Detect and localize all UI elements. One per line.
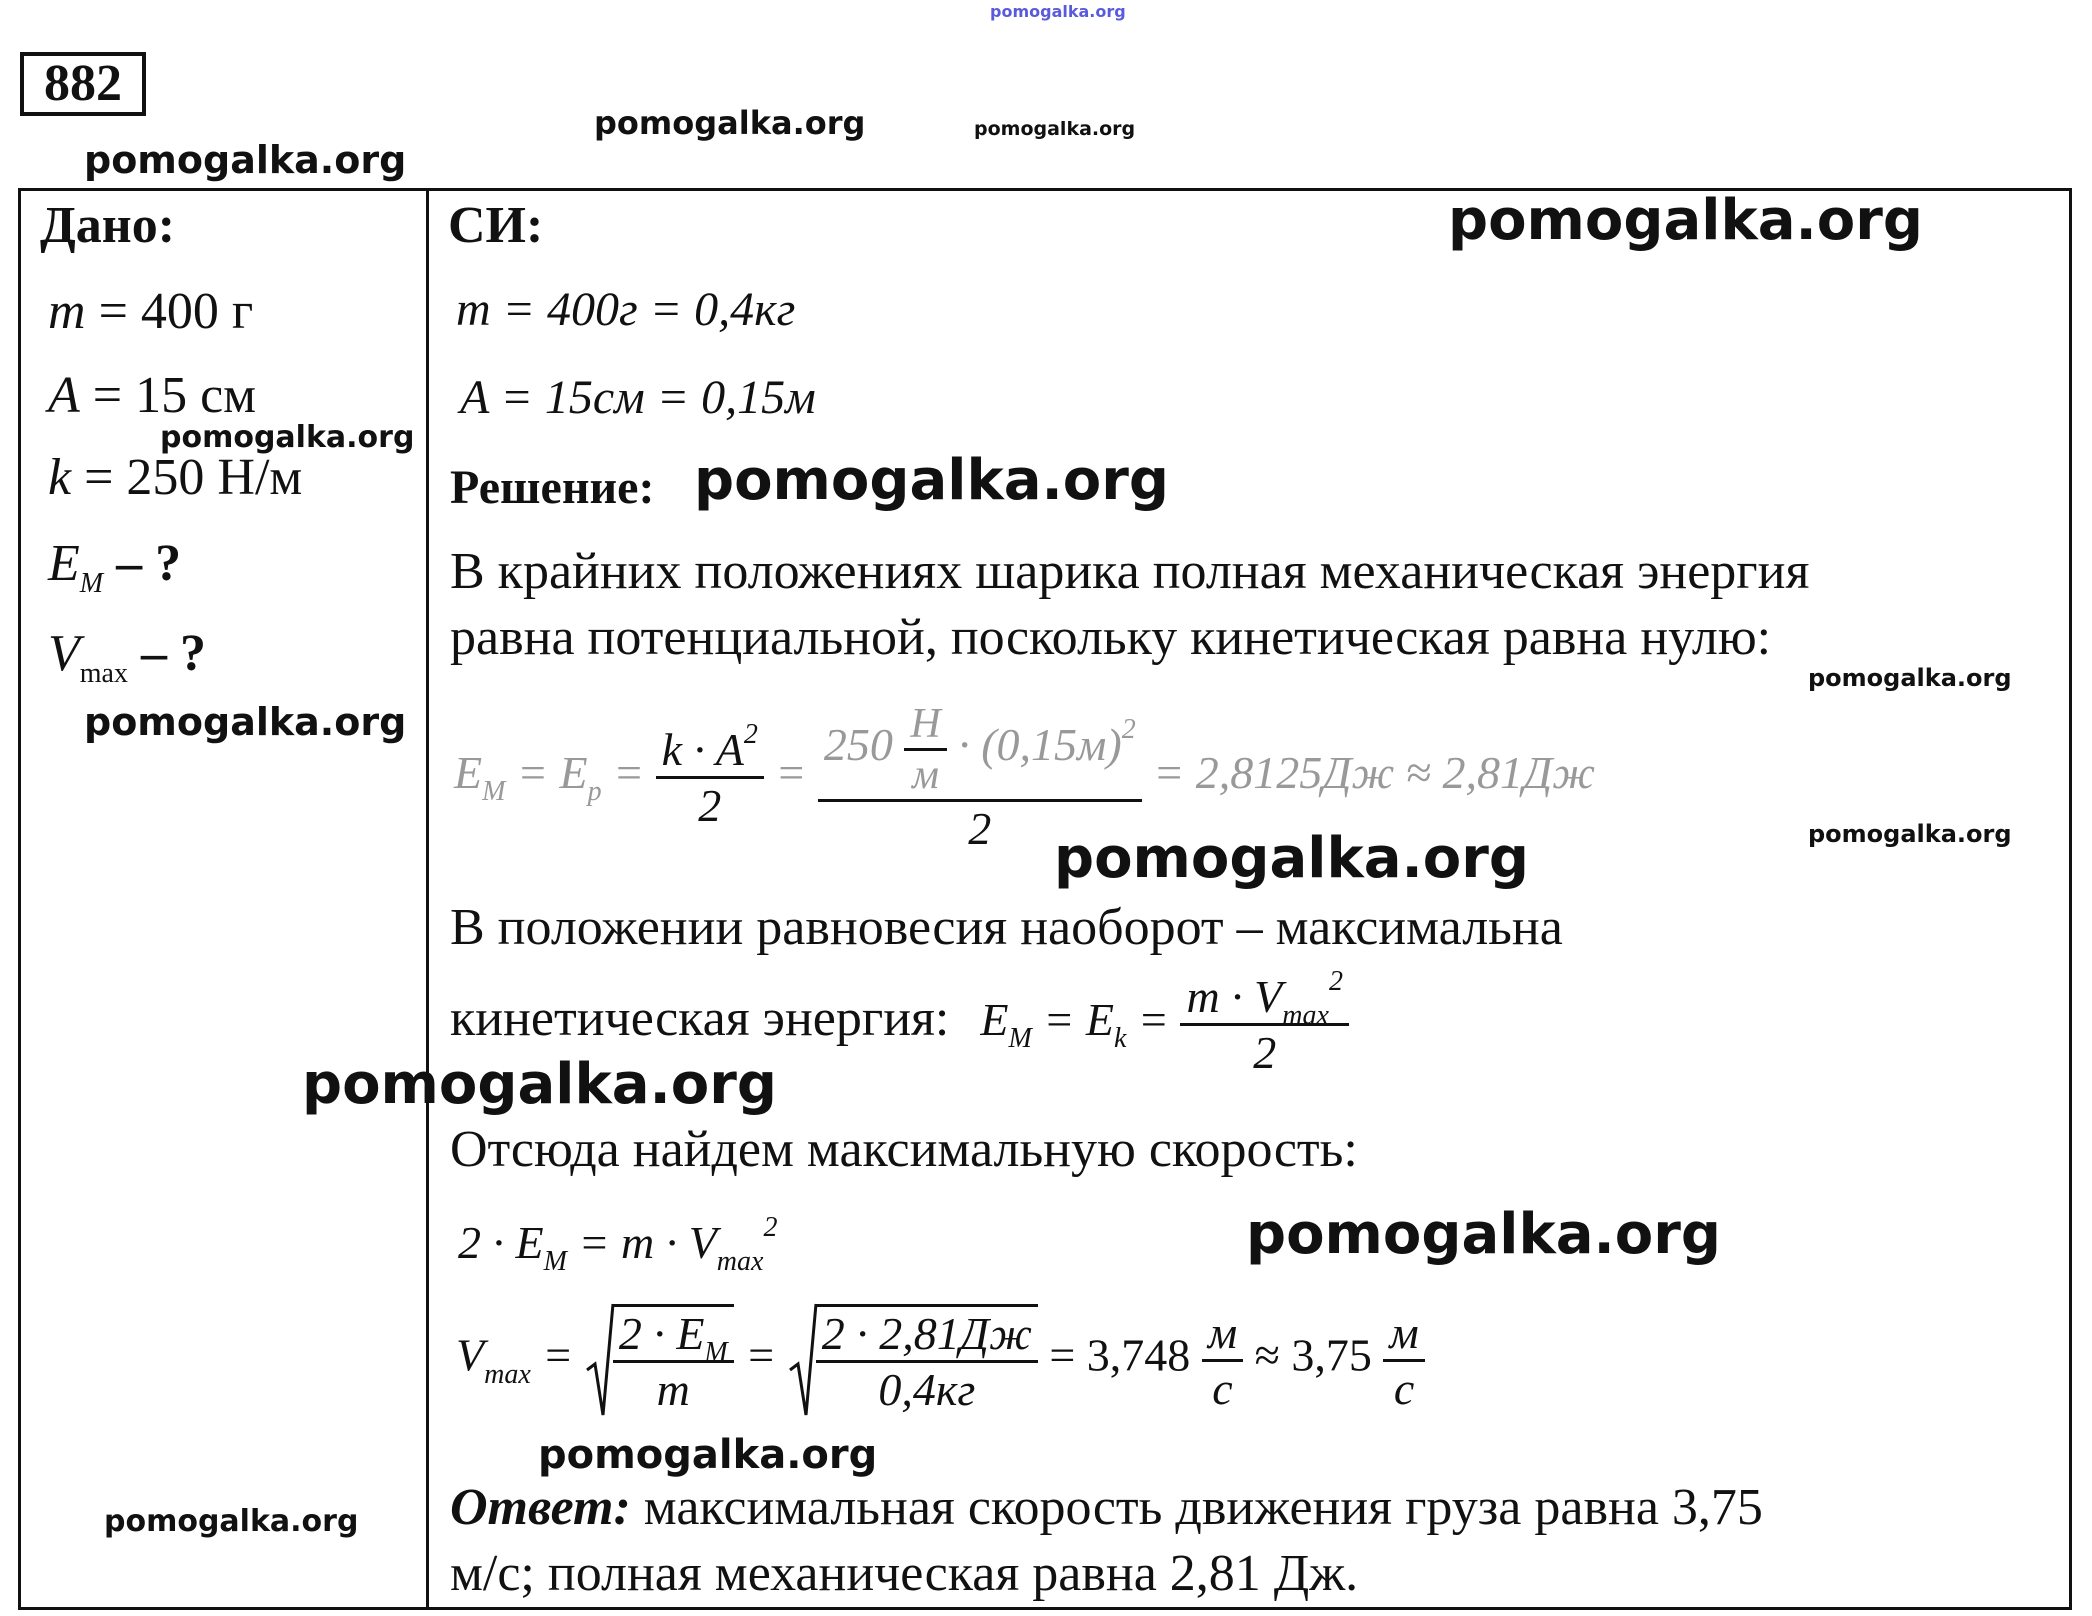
given-m-symbol: m <box>48 283 86 340</box>
f1-big-den: 2 <box>968 803 992 854</box>
watermark: pomogalka.org <box>1054 826 1529 891</box>
f3-b: = m · V <box>578 1217 717 1268</box>
f3-a: 2 · E <box>458 1217 544 1268</box>
f4-lhs: V <box>456 1329 485 1381</box>
f4-unit-2 <box>1383 1306 1424 1415</box>
f1-unit-den: м <box>912 752 939 798</box>
f1-fraction <box>656 719 764 832</box>
problem-number: 882 <box>20 52 146 116</box>
f1-ep-sub: p <box>587 776 602 808</box>
f4-res2: ≈ 3,75 <box>1254 1329 1372 1381</box>
f3-a-sub: M <box>543 1246 567 1277</box>
watermark-top: pomogalka.org <box>990 2 1126 21</box>
f2-lhs-sub: M <box>1008 1023 1032 1055</box>
f3-b-sup: 2 <box>763 1212 778 1243</box>
paragraph-1-line-1: В крайних положениях шарика полная механическая энергия <box>450 543 1810 600</box>
paragraph-2-line-1: В положении равновесия наоборот – максимальна <box>450 899 1563 956</box>
given-E-question: – ? <box>116 535 182 592</box>
watermark: pomogalka.org <box>1246 1202 1721 1267</box>
given-k-value: = 250 Н/м <box>84 449 303 506</box>
f4-r2-num: 2 · 2,81Дж <box>816 1307 1038 1363</box>
f4-eq2: = <box>745 1329 777 1381</box>
f4-r1-den: m <box>656 1364 690 1415</box>
given-V-question: – ? <box>140 625 206 682</box>
f1-eq-2: = <box>775 747 807 799</box>
solution-title: Решение: <box>450 461 655 514</box>
f1-frac-num: k · A <box>661 724 744 775</box>
f1-frac-den: 2 <box>698 780 722 831</box>
watermark: pomogalka.org <box>538 1432 878 1478</box>
answer-label: Ответ: <box>450 1479 631 1536</box>
given-title: Дано: <box>40 197 176 254</box>
given-A-symbol: A <box>48 367 80 424</box>
f4-u1-num: м <box>1202 1306 1243 1362</box>
paragraph-2-text: кинетическая энергия: <box>450 990 950 1048</box>
f2-ek-sub: k <box>1113 1023 1127 1055</box>
given-energy-unknown <box>48 534 182 599</box>
si-line-mass: m = 400г = 0,4кг <box>456 283 796 336</box>
f1-unit-num: Н <box>904 700 946 751</box>
f3-b-sub: max <box>716 1246 764 1277</box>
f2-fraction <box>1180 966 1348 1079</box>
f1-lhs: E <box>454 747 483 799</box>
formula-max-velocity <box>456 1300 1425 1420</box>
formula-energy-relation <box>458 1212 778 1277</box>
watermark: pomogalka.org <box>594 104 866 142</box>
sqrt-1 <box>585 1300 734 1420</box>
f2-den: 2 <box>1253 1027 1277 1078</box>
f4-r2-den: 0,4кг <box>878 1364 976 1415</box>
given-velocity-unknown <box>48 624 206 689</box>
answer-line-2: м/с; полная механическая равна 2,81 Дж. <box>450 1545 1359 1602</box>
f4-eq: = <box>542 1329 574 1381</box>
si-line-amplitude: A = 15см = 0,15м <box>460 371 816 424</box>
f4-u1-den: с <box>1212 1362 1233 1414</box>
given-V-sub: max <box>79 658 128 689</box>
radical-sign-icon <box>585 1300 615 1420</box>
watermark: pomogalka.org <box>1808 820 2012 848</box>
f1-frac-num-sup: 2 <box>743 719 758 750</box>
paragraph-1-line-2: равна потенциальной, поскольку кинетическая равна нулю: <box>450 609 1772 666</box>
answer-line-1 <box>450 1478 1763 1537</box>
watermark: pomogalka.org <box>160 420 415 455</box>
watermark: pomogalka.org <box>302 1052 777 1117</box>
f1-lhs-sub: M <box>482 776 506 808</box>
formula-kinetic-energy <box>980 966 1349 1078</box>
f2-num-sub: max <box>1282 1000 1329 1031</box>
given-E-symbol: E <box>48 535 80 592</box>
f1-eq: = <box>613 747 645 799</box>
f4-u2-num: м <box>1383 1306 1424 1362</box>
paragraph-3: Отсюда найдем максимальную скорость: <box>450 1121 1358 1178</box>
f2-lhs: E <box>980 994 1009 1046</box>
f4-res1: = 3,748 <box>1049 1329 1191 1381</box>
given-k <box>48 448 302 507</box>
watermark: pomogalka.org <box>84 138 407 182</box>
given-m <box>48 282 253 341</box>
f4-r1-frac <box>613 1304 734 1416</box>
watermark: pomogalka.org <box>1448 188 1923 253</box>
f2-num-sup: 2 <box>1328 966 1343 997</box>
column-divider <box>426 188 429 1610</box>
f4-r2-frac <box>816 1304 1038 1416</box>
f2-num: m · V <box>1186 971 1283 1022</box>
watermark: pomogalka.org <box>1808 664 2012 692</box>
f1-result: = 2,8125Дж ≈ 2,81Дж <box>1153 747 1596 799</box>
f4-r1-num-sub: M <box>704 1337 728 1368</box>
watermark: pomogalka.org <box>974 118 1136 140</box>
given-V-symbol: V <box>48 625 80 682</box>
radical-sign-icon <box>788 1300 818 1420</box>
si-title: СИ: <box>448 197 544 254</box>
watermark: pomogalka.org <box>84 700 407 744</box>
f2-eq: = <box>1137 994 1169 1046</box>
f1-big-num-sup: 2 <box>1121 714 1136 746</box>
f4-u2-den: с <box>1393 1362 1415 1414</box>
sqrt-2 <box>788 1300 1038 1420</box>
given-k-symbol: k <box>48 449 72 506</box>
f1-unit-fraction <box>904 700 946 799</box>
f1-big-num-a: 250 <box>823 719 893 771</box>
f1-big-num-b: · (0,15м) <box>958 719 1122 771</box>
answer-text-1: максимальная скорость движения груза равна 3,75 <box>643 1479 1763 1536</box>
f4-lhs-sub: max <box>484 1358 531 1390</box>
given-m-value: = 400 г <box>98 283 254 340</box>
watermark: pomogalka.org <box>104 1504 359 1539</box>
given-E-sub: M <box>79 568 104 599</box>
f4-unit-1 <box>1202 1306 1243 1415</box>
given-A <box>48 366 256 425</box>
f1-ep: = E <box>516 747 588 799</box>
f4-r1-num: 2 · E <box>618 1308 705 1359</box>
f2-ek: = E <box>1043 994 1114 1046</box>
given-A-value: = 15 см <box>92 367 257 424</box>
watermark: pomogalka.org <box>694 448 1169 513</box>
